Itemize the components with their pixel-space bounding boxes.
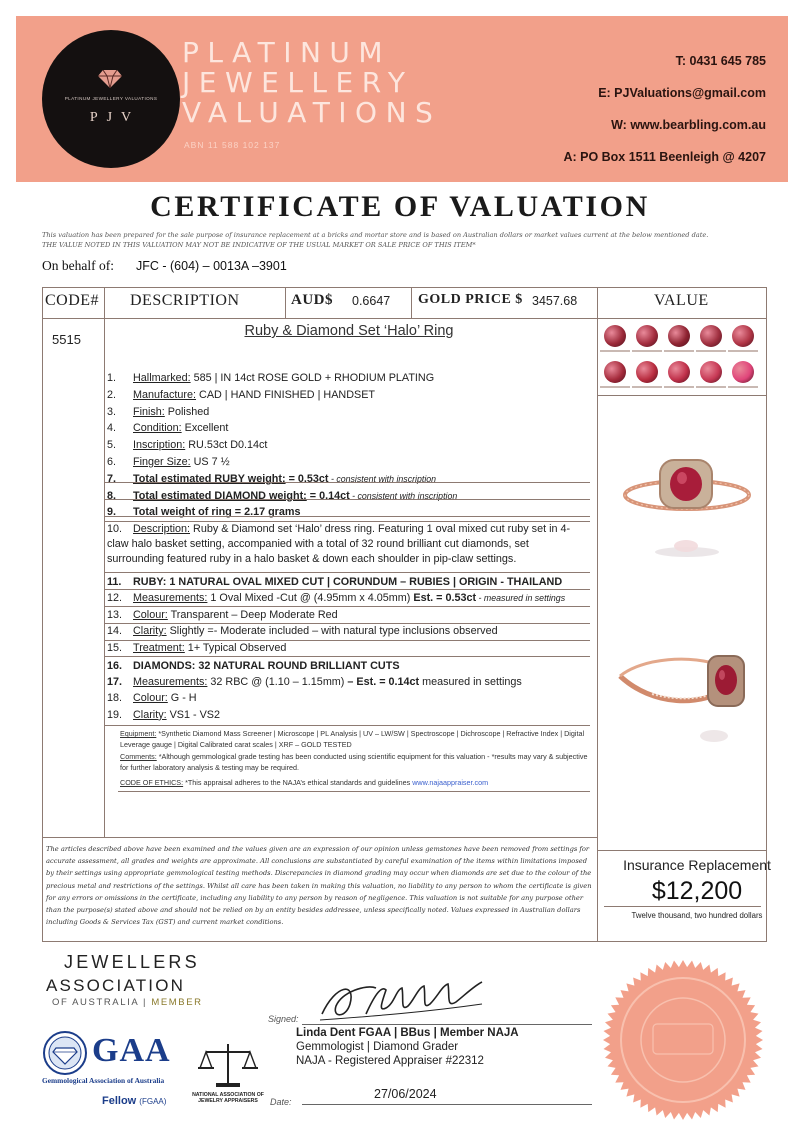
row-text: 1+ Typical Observed xyxy=(184,641,287,654)
naja-link[interactable]: www.najaappraiser.com xyxy=(412,778,489,787)
signature-line xyxy=(302,1024,592,1025)
item-code: 5515 xyxy=(52,332,81,347)
note-label: Comments: xyxy=(120,752,157,761)
description-paragraph xyxy=(107,522,587,567)
swatch-caption xyxy=(728,350,758,352)
insurance-value-words: Twelve thousand, two hundred dollars xyxy=(631,911,763,920)
note-label: CODE OF ETHICS: xyxy=(120,778,184,787)
footer-divider xyxy=(42,837,598,838)
website[interactable]: W: www.bearbling.com.au xyxy=(611,118,766,132)
jaa-of-australia: OF AUSTRALIA xyxy=(52,997,139,1008)
row-number: 9. xyxy=(107,506,117,519)
brand-line: JEWELLERY xyxy=(182,66,414,99)
ruby-colour-swatch xyxy=(636,361,658,383)
row-number: 16. xyxy=(107,660,123,672)
row-number: 11. xyxy=(107,576,122,588)
row-divider xyxy=(104,640,590,641)
ruby-colour-swatch xyxy=(732,361,754,383)
row-number: 18. xyxy=(107,692,123,705)
fellow-abbrev: (FGAA) xyxy=(139,1097,167,1106)
row-label: Inscription: xyxy=(133,439,186,452)
row-number: 10. xyxy=(107,523,123,535)
row-label: Clarity: xyxy=(133,708,167,721)
row-text: Transparent – Deep Moderate Red xyxy=(167,608,338,621)
comments-note xyxy=(120,752,590,773)
row-divider xyxy=(104,572,590,573)
row-text: RUBY: 1 NATURAL OVAL MIXED CUT | CORUNDUM – RUBIES | ORIGIN - THAILAND xyxy=(133,576,563,588)
note-text: *Synthetic Diamond Mass Screener | Microscope | PL Analysis | UV – LW/SW | Spectroscope | Dichroscope | Refractive Index | Digital Leverage gauge | Digital Calibrated carat scales | XRF – GOLD TESTED xyxy=(120,729,585,749)
row-label: Total weight of ring xyxy=(133,506,232,519)
row-number: 8. xyxy=(107,489,117,502)
ruby-row xyxy=(107,576,562,588)
naja-scales-icon xyxy=(196,1040,260,1090)
row-number: 14. xyxy=(107,625,123,638)
swatch-caption xyxy=(696,350,726,352)
row-label: Description: xyxy=(133,523,191,535)
row-text: RU.53ct D0.14ct xyxy=(185,439,268,452)
jaa-logo-line3: OF AUSTRALIA | MEMBER xyxy=(52,997,203,1008)
spec-row xyxy=(107,456,230,468)
row-divider xyxy=(118,791,590,792)
row-number: 12. xyxy=(107,592,123,605)
row-label: Measurements: xyxy=(133,676,208,689)
row-note: - measured in settings xyxy=(476,593,566,604)
legal-disclaimer: The articles described above have been examined and the values given are an expression of our opinion unless gemstones have been removed from settings for accurate assessment, all grades and weights are approximate. All conclusions are substantiated by careful examination of the items within limitations imposed by their settings using appropriate gemmological testing methods. Discrepancies in diamond grading may occur when diamonds are set due to the colour of the precious metal and restrictions of the settings. Whilst all care has been taken in making this valuation, no liability to any person to whom the certificate is given for any errors or omissions in the certificate, including any liability to any person by reason of negligence. This valuation is not suitable for any purpose other than the purpose(s) stated above and should not be relied on by an entity besides addressee, unless specifically noted. Values expressed in Australian dollars including Goods & Services Tax (GST) and current market conditions. xyxy=(46,845,592,927)
code-header: CODE# xyxy=(45,292,100,309)
row-text: CAD | HAND FINISHED | HANDSET xyxy=(196,388,375,401)
ruby-colour-swatch xyxy=(668,325,690,347)
row-divider xyxy=(104,623,590,624)
row-estimate: – Est. = 0.14ct xyxy=(344,676,420,689)
ruby-colour-swatch xyxy=(700,361,722,383)
abn-number: ABN 11 588 102 137 xyxy=(184,140,281,150)
pjv-logo xyxy=(42,30,180,168)
code-column-divider xyxy=(104,287,105,837)
disclaimer-line: THE VALUE NOTED IN THIS VALUATION MAY NOT BE INDICATIVE OF THE USUAL MARKET OR SALE PRICE OF THIS ITEM* xyxy=(42,241,476,249)
row-text: Slightly =- Moderate included – with natural type inclusions observed xyxy=(166,625,498,638)
row-text: = 0.14ct xyxy=(306,489,350,502)
note-label: Equipment: xyxy=(120,729,157,738)
ruby-row xyxy=(107,592,565,604)
row-divider xyxy=(104,482,590,483)
spec-row xyxy=(107,406,209,418)
diamond-icon xyxy=(98,70,122,88)
jaa-member: MEMBER xyxy=(151,997,203,1008)
swatch-caption xyxy=(600,350,630,352)
row-note: - consistent with inscription xyxy=(328,473,437,484)
date-line xyxy=(302,1104,592,1105)
row-number: 7. xyxy=(107,472,117,485)
row-number: 1. xyxy=(107,372,117,384)
row-label: Colour: xyxy=(133,692,168,705)
ring-photo-top xyxy=(612,440,762,570)
row-label: Clarity: xyxy=(133,625,167,638)
jaa-logo-line1: JEWELLERS xyxy=(64,952,200,972)
row-number: 5. xyxy=(107,439,117,452)
email-address[interactable]: E: PJValuations@gmail.com xyxy=(598,86,766,100)
row-number: 15. xyxy=(107,641,123,654)
note-text: *Although gemmological grade testing has been conducted using scientific equipment for this valuation - *results may vary & subjective for further laboratory analysis & testing may be required. xyxy=(120,752,588,772)
spec-row xyxy=(107,389,375,401)
ruby-colour-swatch xyxy=(700,325,722,347)
diamond-row xyxy=(107,709,220,721)
row-number: 3. xyxy=(107,405,117,418)
row-text: Excellent xyxy=(181,422,229,435)
row-label: Total estimated RUBY weight: xyxy=(133,472,286,485)
signer-registration: NAJA - Registered Appraiser #22312 xyxy=(296,1055,484,1067)
aud-header: AUD$ xyxy=(291,292,333,308)
row-note: - consistent with inscription xyxy=(349,490,458,501)
row-label: Measurements: xyxy=(133,592,208,605)
brand-line: VALUATIONS xyxy=(182,96,442,129)
disclaimer-line: This valuation has been prepared for the sale purpose of insurance replacement at a bricks and mortar store and is based on Australian dollars or market values current at the below mentioned date. xyxy=(42,231,709,239)
letterhead xyxy=(16,16,788,182)
embossed-seal xyxy=(598,958,768,1123)
row-label: Condition: xyxy=(133,422,182,435)
note-text: *This appraisal adheres to the NAJA’s ethical standards and guidelines xyxy=(183,778,413,787)
equipment-note xyxy=(120,729,590,750)
row-divider xyxy=(104,516,590,517)
row-estimate: Est. = 0.53ct xyxy=(410,592,477,605)
row-divider xyxy=(104,499,590,500)
ruby-row xyxy=(107,609,338,621)
row-text: US 7 ½ xyxy=(190,456,230,468)
ruby-colour-swatch xyxy=(604,361,626,383)
insurance-divider xyxy=(597,850,767,851)
row-label: Total estimated DIAMOND weight: xyxy=(133,489,307,502)
ethics-note xyxy=(120,778,590,789)
row-text: VS1 - VS2 xyxy=(166,708,221,721)
aud-value: 0.6647 xyxy=(352,294,391,308)
row-text: = 2.17 grams xyxy=(231,506,301,519)
row-text: Ruby & Diamond set ‘Halo’ dress ring. Featuring 1 oval mixed cut ruby set in 4-claw halo basket setting, accompanied with a total of 32 round brilliant cut diamonds, set surrounding featured ruby in a halo basket & down each shoulder in pip-claw settings. xyxy=(107,523,571,565)
row-number: 17. xyxy=(107,676,123,689)
ring-photo-side xyxy=(612,636,762,756)
ruby-colour-swatch xyxy=(732,325,754,347)
row-text: Polished xyxy=(164,405,210,418)
swatch-caption xyxy=(696,386,726,388)
row-divider xyxy=(104,725,590,726)
diamond-row xyxy=(107,660,400,672)
row-label: Finish: xyxy=(133,405,165,418)
spec-row xyxy=(107,439,267,451)
item-title xyxy=(104,323,594,339)
signed-label: Signed: xyxy=(268,1014,299,1024)
gaa-emblem-icon xyxy=(42,1030,88,1076)
value-header: VALUE xyxy=(654,292,709,309)
description-header: DESCRIPTION xyxy=(130,292,240,309)
row-text: = 0.53ct xyxy=(285,472,329,485)
phone-number: T: 0431 645 785 xyxy=(675,54,766,68)
jaa-logo-line2: ASSOCIATION xyxy=(46,976,186,995)
swatch-caption xyxy=(632,386,662,388)
insurance-value: $12,200 xyxy=(651,877,743,905)
ruby-row xyxy=(107,642,286,654)
row-note: measured in settings xyxy=(419,676,522,689)
spec-row xyxy=(107,422,228,434)
gold-price-header: GOLD PRICE $ xyxy=(418,292,523,307)
ruby-row xyxy=(107,625,498,637)
row-text: 32 RBC @ (1.10 – 1.15mm) xyxy=(207,676,345,689)
signer-name: Linda Dent FGAA | BBus | Member NAJA xyxy=(296,1027,519,1039)
row-label: Hallmarked: xyxy=(133,372,191,384)
logo-small-text: PLATINUM JEWELLERY VALUATIONS xyxy=(64,96,158,101)
row-divider xyxy=(104,589,590,590)
ruby-colour-swatch xyxy=(604,325,626,347)
swatch-caption xyxy=(632,350,662,352)
row-text: 585 | IN 14ct ROSE GOLD + RHODIUM PLATING xyxy=(190,372,435,384)
signer-role: Gemmologist | Diamond Grader xyxy=(296,1041,459,1053)
gold-price-value: 3457.68 xyxy=(532,294,578,308)
date-label: Date: xyxy=(270,1097,292,1107)
row-number: 6. xyxy=(107,456,117,468)
ruby-colour-swatch xyxy=(668,361,690,383)
row-number: 19. xyxy=(107,708,123,721)
row-number: 4. xyxy=(107,422,117,435)
behalf-label: On behalf of: xyxy=(42,258,114,273)
row-label: Manufacture: xyxy=(133,388,197,401)
swatch-caption xyxy=(728,386,758,388)
row-divider xyxy=(104,606,590,607)
row-number: 13. xyxy=(107,608,123,621)
row-label: Finger Size: xyxy=(133,456,191,468)
postal-address: A: PO Box 1511 Beenleigh @ 4207 xyxy=(563,150,766,164)
logo-initials: PJV xyxy=(89,110,141,125)
certificate-title: CERTIFICATE OF VALUATION xyxy=(150,190,650,223)
row-label: Treatment: xyxy=(133,641,185,654)
diamond-row xyxy=(107,676,522,688)
brand-line: PLATINUM xyxy=(182,36,392,69)
header-cell-divider xyxy=(285,287,286,318)
item-title-text: Ruby & Diamond Set ‘Halo’ Ring xyxy=(244,323,454,339)
header-divider xyxy=(42,318,767,319)
gaa-logo: GAA xyxy=(92,1032,171,1069)
row-text: 1 Oval Mixed -Cut @ (4.95mm x 4.05mm) xyxy=(207,592,411,605)
swatch-caption xyxy=(664,350,694,352)
row-number: 2. xyxy=(107,388,117,401)
insurance-label: Insurance Replacement xyxy=(623,857,771,873)
gaa-full-name: Gemmological Association of Australia xyxy=(42,1076,165,1085)
row-text: G - H xyxy=(167,692,197,705)
swatch-caption xyxy=(664,386,694,388)
spec-row xyxy=(107,372,434,384)
row-label: Colour: xyxy=(133,608,168,621)
row-text: DIAMONDS: 32 NATURAL ROUND BRILLIANT CUTS xyxy=(133,660,400,672)
diamond-row xyxy=(107,692,197,704)
ruby-colour-swatch xyxy=(636,325,658,347)
fellow-text: Fellow xyxy=(102,1095,137,1107)
row-divider xyxy=(104,656,590,657)
valuation-date: 27/06/2024 xyxy=(374,1087,437,1101)
stones-divider xyxy=(597,395,767,396)
handwritten-signature xyxy=(316,974,486,1026)
header-cell-divider xyxy=(411,287,412,318)
fellow-label xyxy=(102,1095,166,1107)
naja-logo-text: NATIONAL ASSOCIATION OF JEWELRY APPRAISERS xyxy=(192,1092,264,1105)
brand-name xyxy=(182,38,441,128)
swatch-caption xyxy=(600,386,630,388)
behalf-value: JFC - (604) – 0013A –3901 xyxy=(136,259,287,273)
insurance-underline xyxy=(604,906,761,907)
